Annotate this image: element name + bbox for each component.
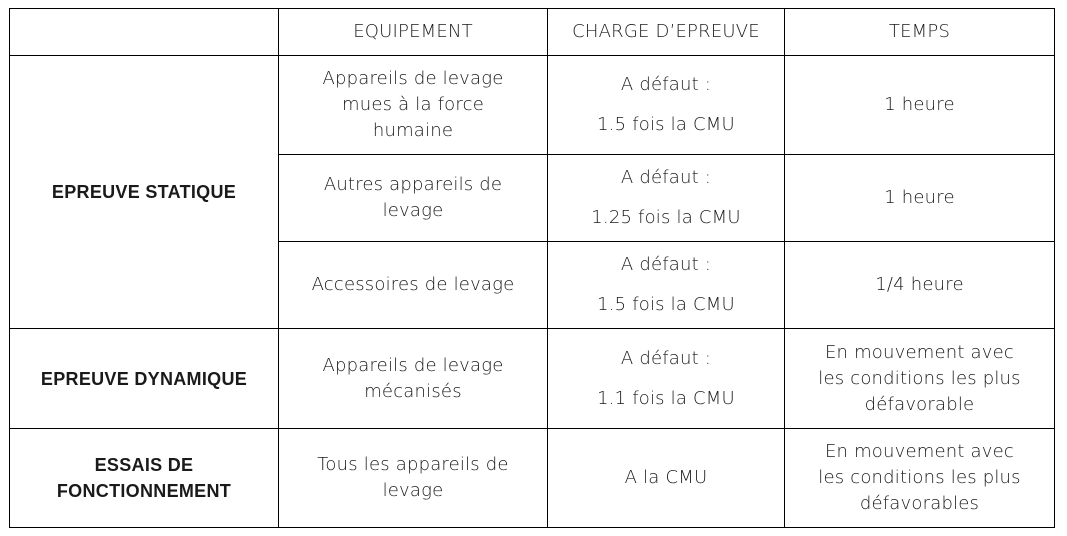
header-equipement: EQUIPEMENT [279, 9, 548, 56]
cell-line: humaine [372, 120, 454, 141]
cell-line: En mouvement avec [824, 441, 1015, 462]
cell-line: 1.25 fois la CMU [591, 207, 741, 228]
cell-line: A la CMU [624, 467, 708, 488]
row-label-essais-fonctionnement [10, 429, 279, 528]
cell-line: mécanisés [364, 380, 462, 402]
temps-cell [785, 329, 1055, 429]
charge-cell [548, 242, 785, 329]
charge-cell [548, 429, 785, 528]
cell-line: 1/4 heure [875, 274, 964, 295]
header-temps: TEMPS [785, 9, 1055, 56]
equipement-cell [279, 242, 548, 329]
equipement-cell [279, 329, 548, 429]
temps-cell [785, 56, 1055, 155]
cell-line: ESSAIS DE [94, 455, 194, 475]
charge-cell [548, 56, 785, 155]
header-charge: CHARGE D’EPREUVE [548, 9, 785, 56]
cell-line: A défaut : [620, 347, 712, 369]
cell-line: défavorable [864, 393, 975, 415]
cell-line: A défaut : [620, 167, 712, 188]
charge-cell [548, 155, 785, 242]
cell-line: 1.1 fois la CMU [597, 387, 735, 409]
cell-line: 1.5 fois la CMU [597, 114, 735, 135]
table-row [10, 56, 1055, 155]
row-label-epreuve-dynamique: EPREUVE DYNAMIQUE [10, 329, 279, 429]
cell-line: A défaut : [620, 74, 712, 95]
cell-line: Tous les appareils de [317, 454, 509, 475]
cell-line: En mouvement avec [824, 341, 1015, 363]
temps-cell [785, 429, 1055, 528]
cell-line: 1 heure [884, 187, 955, 208]
cell-line: FONCTIONNEMENT [56, 481, 232, 501]
cell-line: levage [382, 200, 444, 221]
charge-cell [548, 329, 785, 429]
equipement-cell [279, 56, 548, 155]
header-corner-cell [10, 9, 279, 56]
equipement-cell [279, 155, 548, 242]
cell-line: les conditions les plus [818, 367, 1021, 389]
table-row [10, 329, 1055, 429]
cell-line: Appareils de levage [322, 354, 504, 376]
temps-cell [785, 242, 1055, 329]
cell-line: Appareils de levage [322, 68, 504, 89]
header-row [10, 9, 1055, 56]
cell-line: défavorables [859, 493, 980, 514]
equipement-cell [279, 429, 548, 528]
temps-cell [785, 155, 1055, 242]
table-row [10, 429, 1055, 528]
cell-line: Accessoires de levage [311, 274, 515, 295]
epreuve-table [9, 8, 1055, 528]
cell-line: mues à la force [342, 94, 484, 115]
cell-line: 1 heure [884, 94, 955, 115]
cell-line: les conditions les plus [818, 467, 1021, 488]
cell-line: A défaut : [620, 254, 712, 275]
cell-line: levage [382, 480, 444, 501]
cell-line: Autres appareils de [323, 174, 503, 195]
cell-line: 1.5 fois la CMU [597, 294, 735, 315]
row-label-epreuve-statique: EPREUVE STATIQUE [10, 56, 279, 329]
